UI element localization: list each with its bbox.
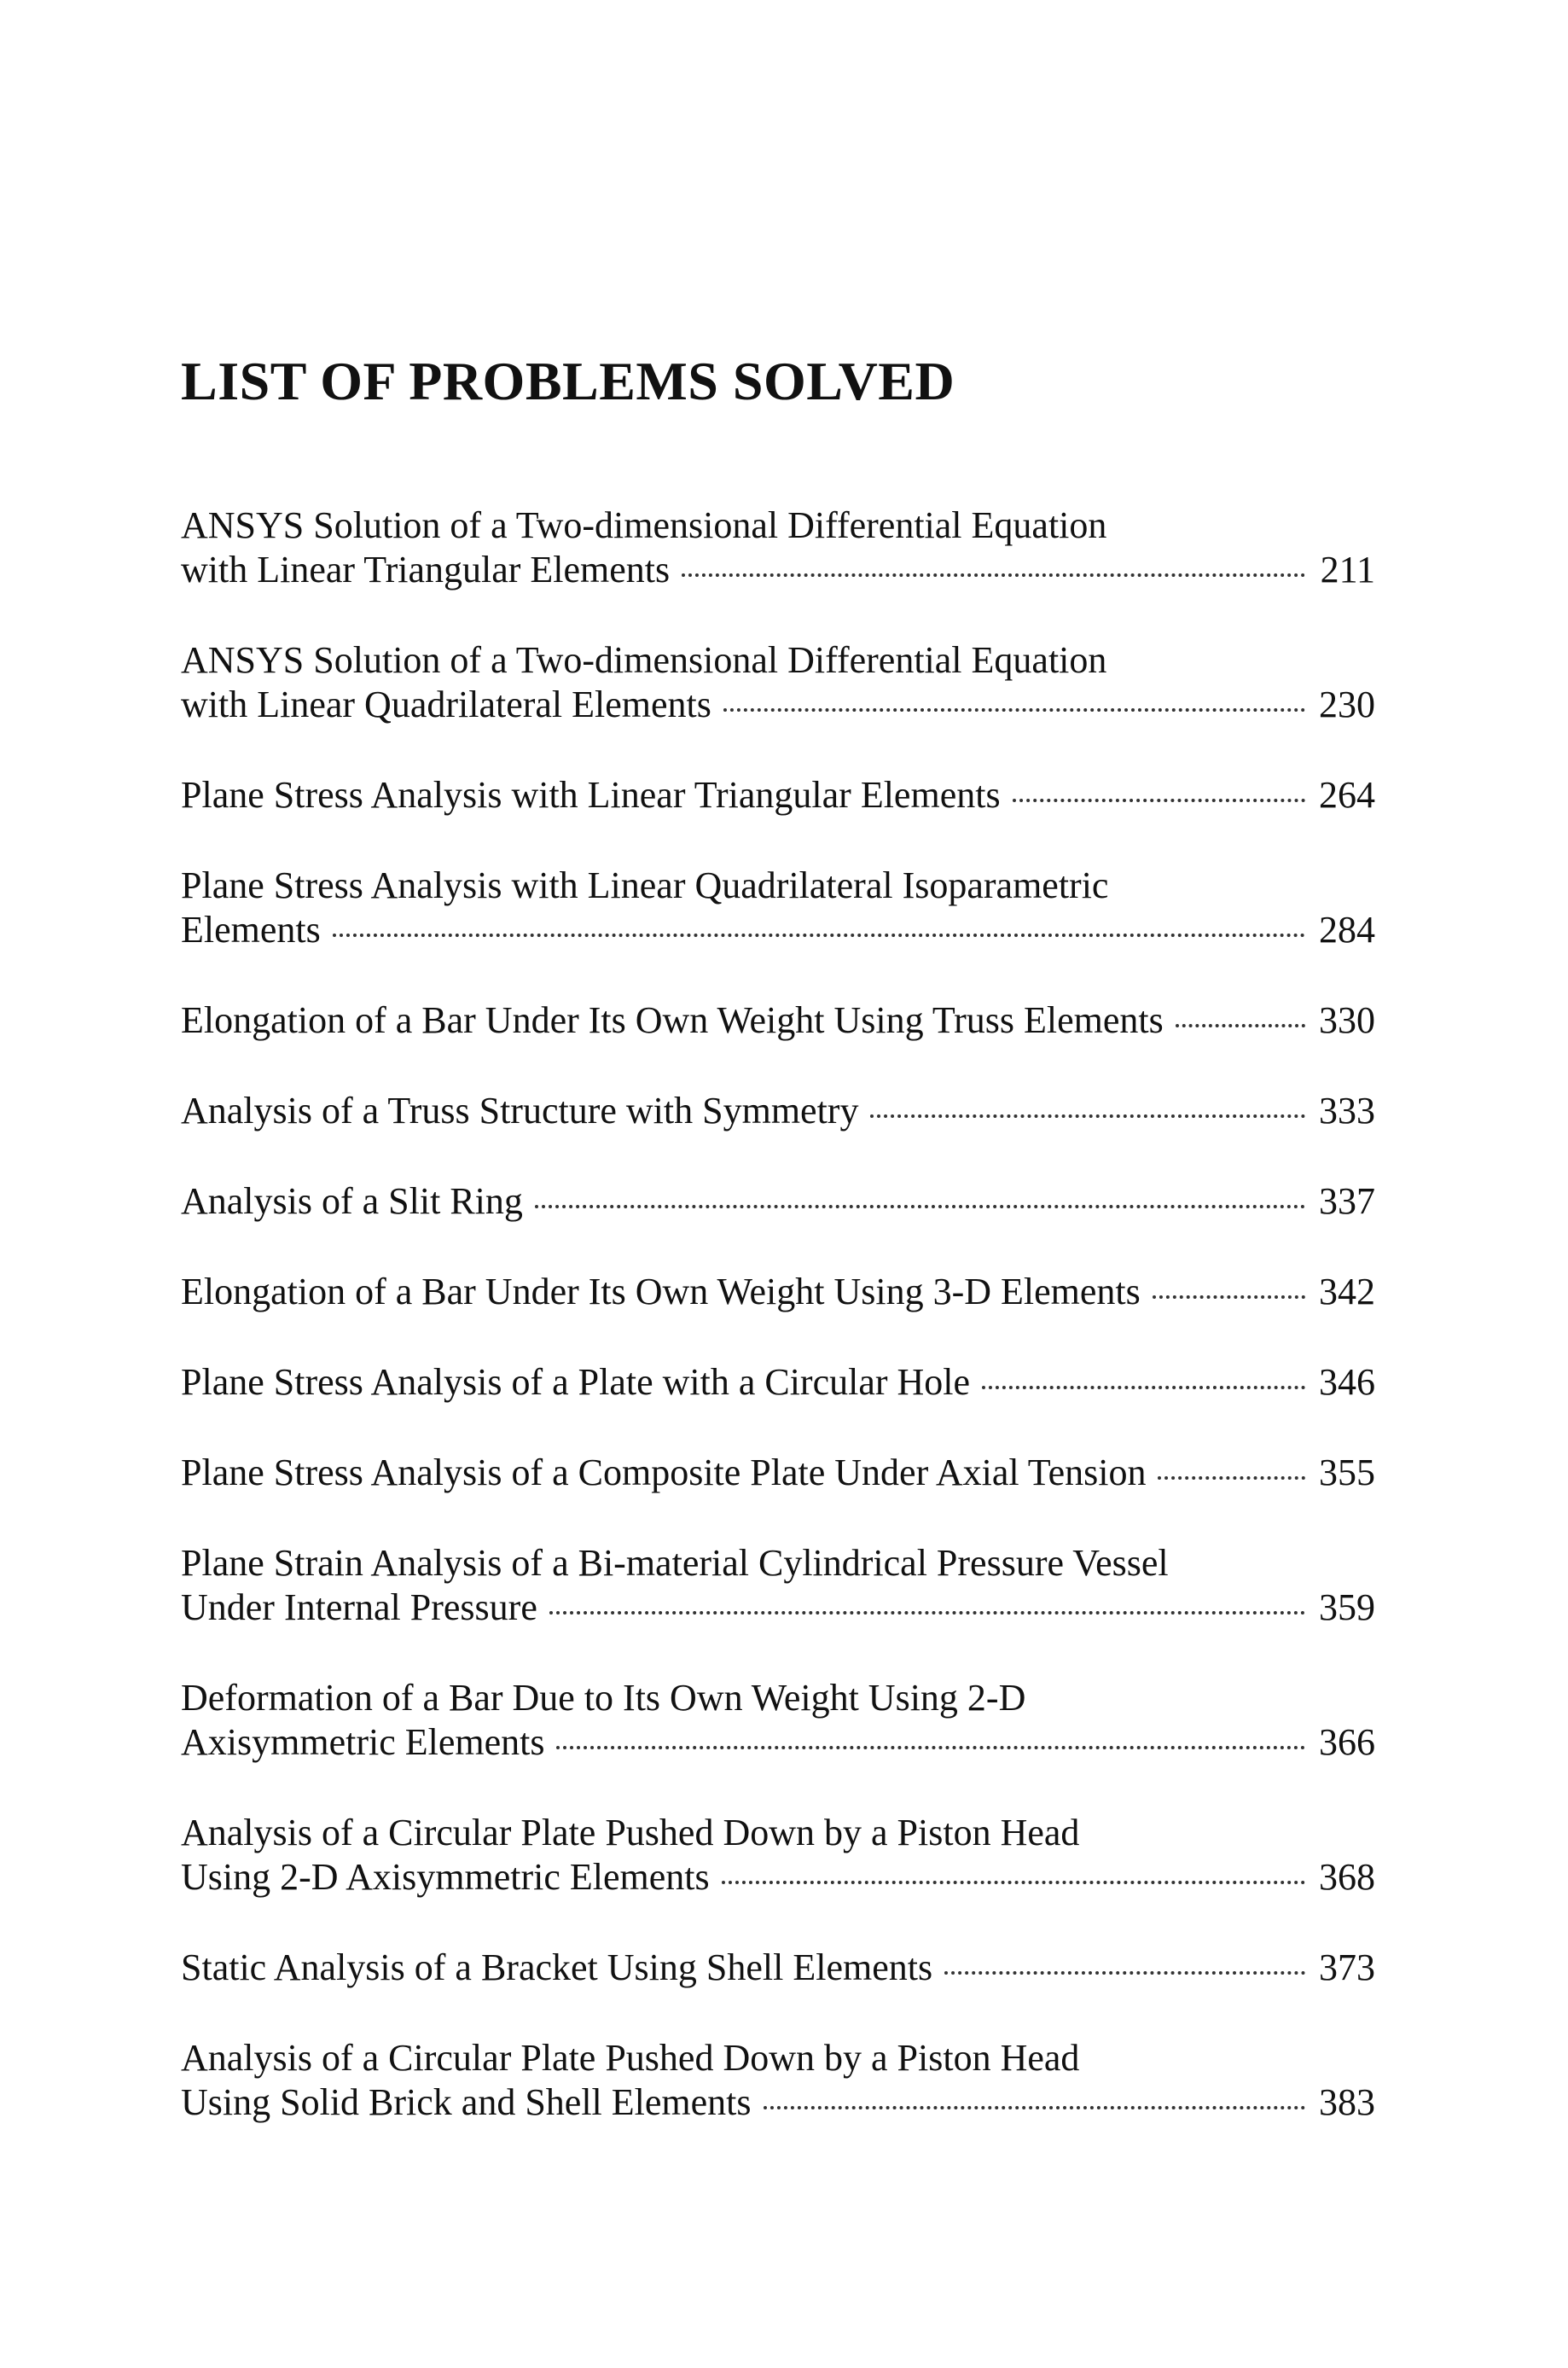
toc-entry [181,1089,1375,1133]
entry-title-line1: Plane Stress Analysis with Linear Quadrilateral Isoparametric [181,864,1109,906]
entry-leader-line [181,1451,1375,1495]
dot-leader [944,1971,1305,1975]
dot-leader [982,1386,1305,1389]
page-number: 264 [1319,774,1375,816]
page-number: 355 [1319,1452,1375,1493]
page-number: 211 [1320,549,1375,591]
entry-leader-line [181,2080,1375,2125]
toc-entry [181,1270,1375,1314]
entry-leader-line [181,908,1375,952]
dot-leader [764,2106,1305,2109]
dot-leader [723,708,1305,712]
entry-title-line1: ANSYS Solution of a Two-dimensional Differential Equation [181,504,1107,546]
toc-entry [181,2036,1375,2125]
page-number: 383 [1319,2081,1375,2123]
toc-entry [181,1451,1375,1495]
toc-entry [181,998,1375,1043]
dot-leader [333,934,1305,937]
entry-leader-line [181,683,1375,727]
dot-leader [1176,1024,1305,1027]
dot-leader [1013,799,1305,802]
entry-leader-line [181,1855,1375,1900]
dot-leader [722,1881,1305,1884]
entry-title-line2: Under Internal Pressure [181,1586,537,1628]
toc-entry [181,503,1375,592]
entry-title: Static Analysis of a Bracket Using Shell Elements [181,1946,933,1988]
dot-leader [682,573,1305,577]
entry-title-line2: with Linear Quadrilateral Elements [181,684,711,725]
entry-title: Plane Stress Analysis of a Composite Plate Under Axial Tension [181,1452,1147,1493]
page-number: 373 [1319,1946,1375,1988]
page-number: 230 [1319,684,1375,725]
entry-leader-line [181,998,1375,1043]
entry-title-line2: Axisymmetric Elements [181,1721,545,1763]
page-number: 346 [1319,1361,1375,1403]
entry-leader-line [181,1360,1375,1405]
page-title: LIST OF PROBLEMS SOLVED [181,351,955,411]
entry-title-line2: Using Solid Brick and Shell Elements [181,2081,752,2123]
entry-title-line2: with Linear Triangular Elements [181,549,671,591]
entry-title-line1: Deformation of a Bar Due to Its Own Weight Using 2-D [181,1677,1026,1719]
toc-entry [181,1946,1375,1990]
entry-title-line1: ANSYS Solution of a Two-dimensional Differential Equation [181,639,1107,681]
entry-leader-line [181,1179,1375,1224]
dot-leader [1158,1476,1305,1480]
toc-entry [181,1360,1375,1405]
problems-list [181,503,1375,2171]
dot-leader [870,1114,1305,1118]
toc-entry [181,1811,1375,1900]
dot-leader [1153,1295,1305,1299]
toc-entry [181,1179,1375,1224]
entry-leader-line [181,773,1375,817]
entry-leader-line [181,1720,1375,1765]
entry-title-line1: Analysis of a Circular Plate Pushed Down by a Piston Head [181,2037,1080,2079]
entry-title-line1: Plane Strain Analysis of a Bi-material Cylindrical Pressure Vessel [181,1542,1169,1584]
dot-leader [549,1611,1305,1615]
page-number: 284 [1319,909,1375,951]
entry-title: Analysis of a Truss Structure with Symmetry [181,1090,859,1132]
page-number: 368 [1319,1856,1375,1898]
toc-entry [181,638,1375,727]
entry-title: Elongation of a Bar Under Its Own Weight Using 3-D Elements [181,1271,1141,1312]
entry-title: Plane Stress Analysis of a Plate with a Circular Hole [181,1361,971,1403]
toc-entry [181,864,1375,952]
dot-leader [535,1205,1305,1208]
entry-title-line1: Analysis of a Circular Plate Pushed Down by a Piston Head [181,1812,1080,1853]
dot-leader [556,1746,1305,1749]
entry-leader-line [181,1585,1375,1630]
page-number: 333 [1319,1090,1375,1132]
entry-title: Plane Stress Analysis with Linear Triangular Elements [181,774,1001,816]
page-number: 330 [1319,999,1375,1041]
entry-title: Analysis of a Slit Ring [181,1180,523,1222]
page-number: 359 [1319,1586,1375,1628]
page-number: 342 [1319,1271,1375,1312]
page-number: 366 [1319,1721,1375,1763]
entry-title: Elongation of a Bar Under Its Own Weight Using Truss Elements [181,999,1164,1041]
toc-entry [181,1676,1375,1765]
entry-leader-line [181,1089,1375,1133]
entry-leader-line [181,1270,1375,1314]
toc-entry [181,773,1375,817]
entry-leader-line [181,548,1375,592]
entry-leader-line [181,1946,1375,1990]
page-number: 337 [1319,1180,1375,1222]
entry-title-line2: Elements [181,909,321,951]
toc-entry [181,1541,1375,1630]
entry-title-line2: Using 2-D Axisymmetric Elements [181,1856,710,1898]
